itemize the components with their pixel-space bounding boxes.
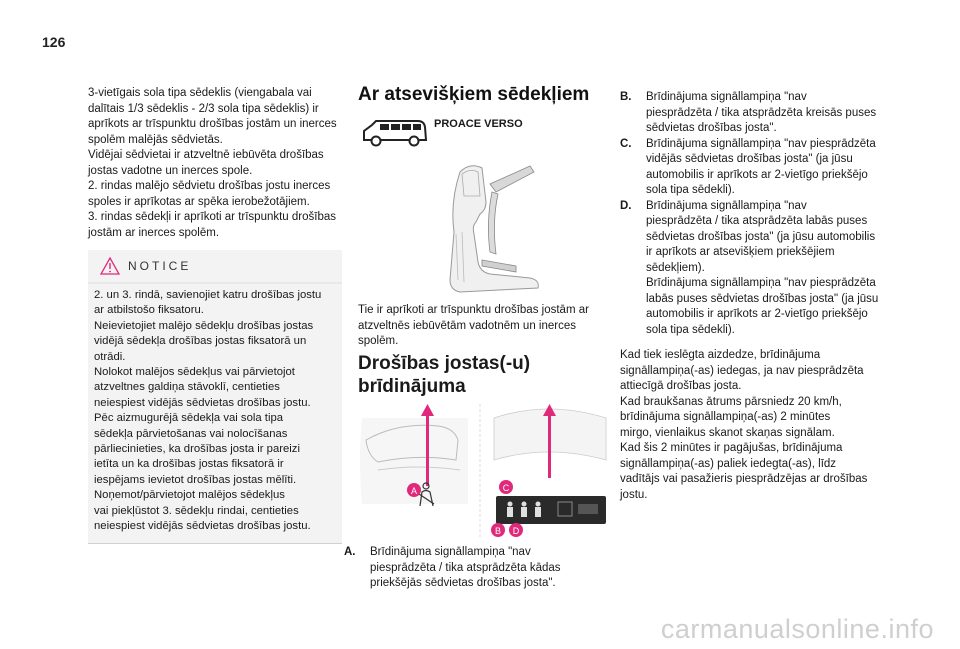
notice-header [88,250,342,284]
notice-box [88,250,342,544]
notice-text: 2. un 3. rindā, savienojiet katru drošības jostu ar atbilstošo fiksatoru. Neievietojiet malējo sēdekļu drošības jostas vidējā sēdekļa drošības jostas fiksatorā un otrādi. Nolokot malējos sēdekļus vai pārvietojot atzveltnes galdiņa stāvoklī, centieties neiespiest vidējās sēdvietas drošības jostu. Pēc aizmugurējā sēdekļa vai sola tipa sēdekļa pārvietošanas vai nolocīšanas pārliecinieties, ka drošības josta ir pareizi ietīta un ka drošības jostas fiksatorā ir iespējams ievietot drošības jostas mēlīti. Noņemot/pārvietojot malējos sēdekļus vai piekļūstot 3. sēdekļu rindai, centieties neiespiest vidējās sēdvietas drošības jostu. [94,289,322,533]
middle-column-heading [358,84,606,106]
definition-letter: C. [620,137,632,150]
van-icon [360,116,430,148]
belt-description [358,303,606,350]
callout-b-label: B [494,526,502,536]
definition-item-b [620,90,892,137]
definition-letter: B. [620,91,632,103]
left-column [88,86,346,241]
seat-belt-intro-paragraph: 3-vietīgais sola tipa sēdeklis (viengabala vai dalītais 1/3 sēdeklis - 2/3 sola tipa sēdeklis) ir aprīkots ar trīspunktu drošības jostām un inerces spolēm malējās sēdvietās. Vidējai sēdvietai ir atzveltnē iebūvēta drošības jostas vadotne un inerces spole. 2. rindas malējo sēdvietu drošības jostu inerces spoles ir aprīkotas ar spēka ierobežotājiem. 3. rindas sēdekļi ir aprīkoti ar trīspunktu drošības jostām ar inerces spolēm. [88,87,337,239]
warning-triangle-icon [100,257,120,275]
vehicle-label: PROACE VERSO [434,118,523,130]
warning-behavior-paragraph: Kad tiek ieslēgta aizdedze, brīdinājuma signāllampiņa(-as) iedegas, ja nav piesprādzēta attiecīgā drošības josta. Kad braukšanas ātrums pārsniedz 20 km/h, brīdinājuma signāllampiņa(-as) 2 minūtes mirgo, vienlaikus skanot skaņas signālam. Kad šis 2 minūtes ir pagājušas, brīdinājuma signāllampiņa(-as) paliek iedegta(-as), līdz vadītājs vai pasažieris piesprādzējas ar drošības jostu. [620,349,868,501]
dashboard-warning-lamps-illustration [358,400,608,540]
definition-item-d [620,199,892,339]
definition-letter: A. [344,546,356,558]
watermark: carmanualsonline.info [660,614,934,644]
page-number: 126 [42,34,66,50]
vehicle-applicability-row [358,116,606,152]
right-column [620,90,892,503]
callout-d-label: D [512,526,520,536]
belt-description-text: Tie ir aprīkoti ar trīspunktu drošības jostām ar atzveltnēs iebūvētām vadotnēm un inerces spolēm. [358,304,589,347]
callout-c-label: C [502,483,510,493]
definition-text: Brīdinājuma signāllampiņa "nav piesprādzēta / tika atsprādzēta kādas priekšējās sēdvietas drošības josta". [370,546,561,589]
section-heading-individual-seats: Ar atsevišķiem sēdekļiem [358,84,590,105]
definition-item-a [344,545,606,592]
definition-item-c [620,137,892,199]
definition-text: Brīdinājuma signāllampiņa "nav piesprādzēta / tika atsprādzēta labās puses sēdvietas drošības josta" (ja jūsu automobilis ir aprīkots ar atsevišķiem priekšējiem sēdekļiem). Brīdinājuma signāllampiņa "nav piesprādzēta labās puses sēdvietas drošības josta" (ja jūsu automobilis ir aprīkots ar 2-vietīgo priekšējo sola tipa sēdekli). [646,199,879,336]
callout-a-label: A [410,486,418,496]
definition-text: Brīdinājuma signāllampiņa "nav piesprādzēta vidējās sēdvietas drošības josta" (ja jūsu automobilis ir aprīkots ar 2-vietīgo priekšējo sola tipa sēdekli). [646,137,876,196]
definition-letter: D. [620,199,632,212]
definition-text: Brīdinājuma signāllampiņa "nav piesprādzēta / tika atsprādzēta kreisās puses sēdvietas drošības josta". [646,91,877,134]
notice-title: NOTICE [128,259,192,273]
seat-with-belt-illustration [420,162,550,294]
warning-lamps-heading: Drošības jostas(-u) brīdinājuma [358,353,531,397]
